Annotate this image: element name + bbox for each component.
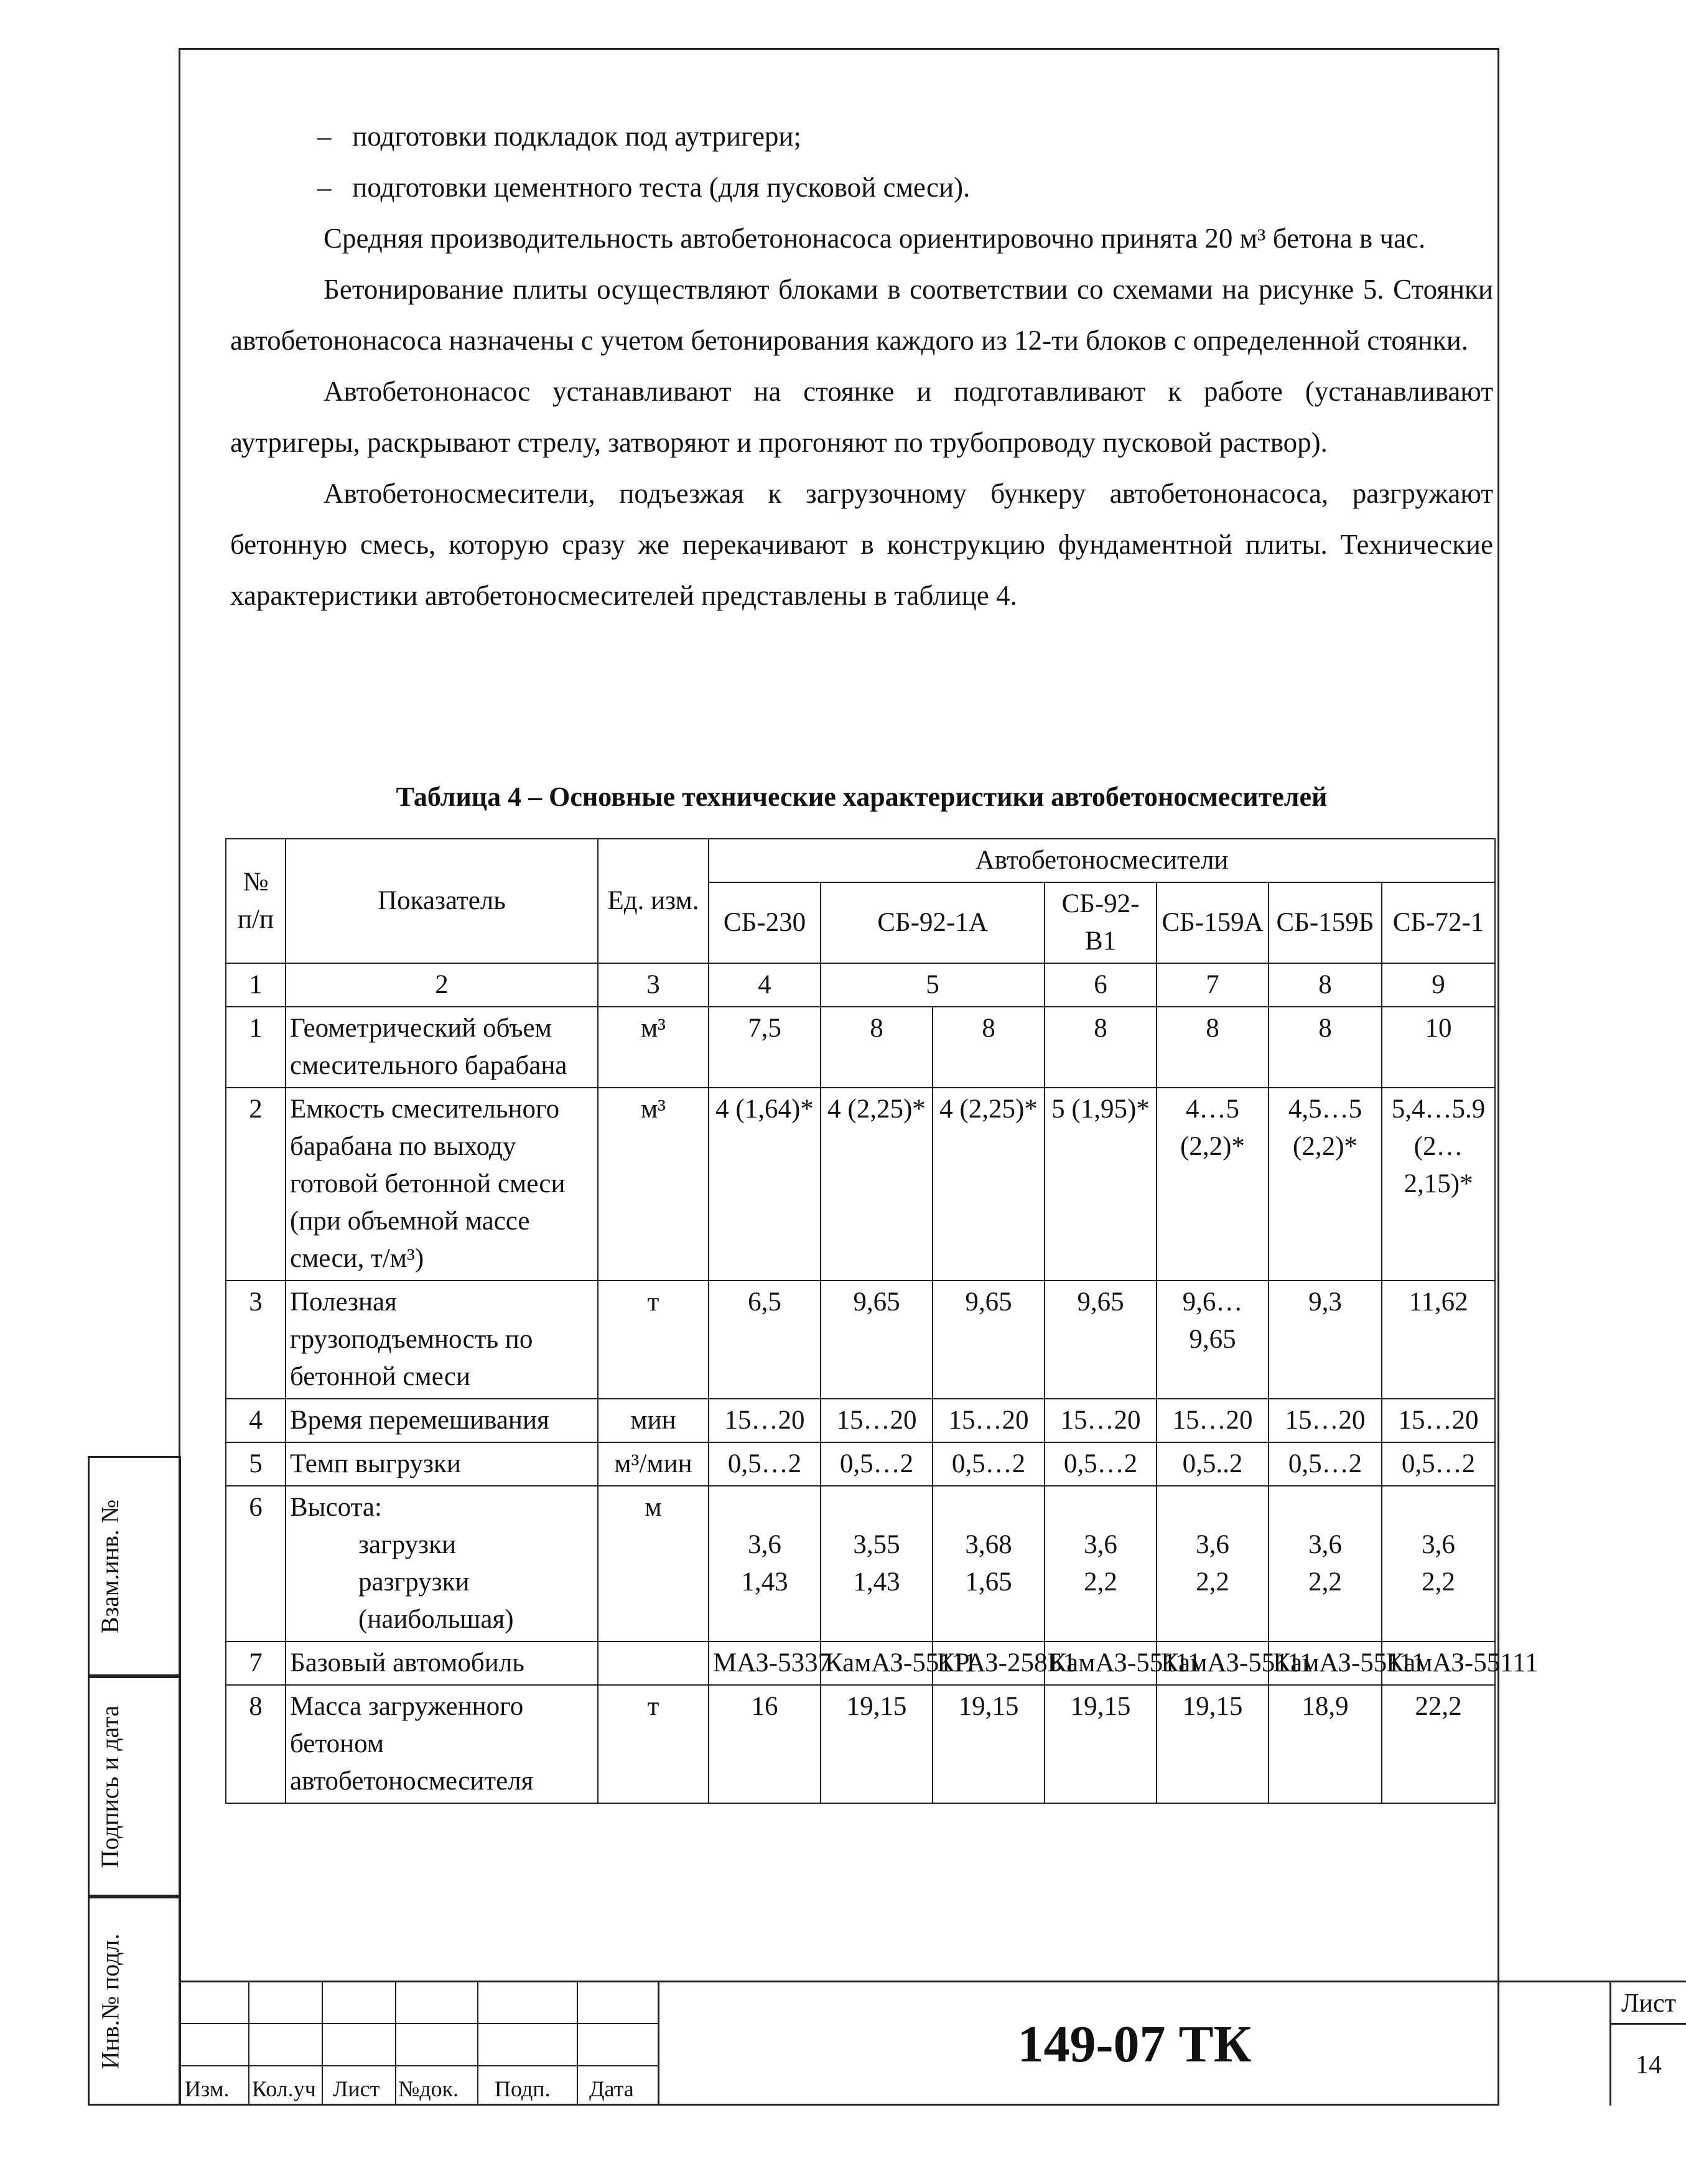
cell-value: 5 (1,95)*: [1045, 1088, 1157, 1281]
col-number: 4: [709, 963, 821, 1007]
value-load: 3,68: [965, 1530, 1012, 1559]
side-stamp-replace: [88, 1456, 181, 1676]
side-stamp-signature: [88, 1676, 181, 1897]
cell-value: КамАЗ-55111: [1157, 1641, 1269, 1685]
cell-value: 0,5…2: [1045, 1442, 1157, 1486]
row-num: 8: [226, 1685, 286, 1803]
col-number: 2: [286, 963, 598, 1007]
cell-value: 4 (2,25)*: [933, 1088, 1045, 1281]
header-model: СБ-159А: [1157, 882, 1269, 963]
cell-value: 5,4…5.9 (2…2,15)*: [1382, 1088, 1495, 1281]
value-load: 3,6: [1084, 1530, 1117, 1559]
cell-value: 9,65: [821, 1281, 933, 1399]
value-unload: 1,43: [853, 1567, 900, 1597]
value-load: 3,6: [748, 1530, 781, 1559]
row-num: 1: [226, 1007, 286, 1088]
cell-value: 11,62: [1382, 1281, 1495, 1399]
cell-value: 15…20: [1382, 1399, 1495, 1442]
row-unit: т: [598, 1281, 709, 1399]
col-number: 7: [1157, 963, 1269, 1007]
cell-value: 19,15: [1157, 1685, 1269, 1803]
cell-value: [1382, 1486, 1495, 1641]
col-number: 6: [1045, 963, 1157, 1007]
header-model: СБ-230: [709, 882, 821, 963]
header-group: Автобетоносмесители: [709, 839, 1495, 882]
specs-table: [225, 838, 1539, 1804]
row-num: 7: [226, 1641, 286, 1685]
table-row: [226, 1007, 1495, 1088]
table-row: [226, 1685, 1495, 1803]
header-indicator: Показатель: [286, 839, 598, 963]
sheet-box: [1609, 1981, 1686, 2106]
cell-value: 15…20: [1157, 1399, 1269, 1442]
col-number: 1: [226, 963, 286, 1007]
value-unload: 2,2: [1196, 1567, 1229, 1597]
cell-value: МАЗ-5337: [709, 1641, 821, 1685]
header-model: СБ-72-1: [1382, 882, 1495, 963]
row-unit: [598, 1641, 709, 1685]
cell-value: 9,65: [1045, 1281, 1157, 1399]
header-model: СБ-92-В1: [1045, 882, 1157, 963]
side-label: Подпись и дата: [96, 1705, 124, 1868]
paragraph: Средняя производительность автобетононасоса ориентировочно принята 20 м³ бетона в час.: [324, 223, 1426, 254]
row-unit: мин: [598, 1399, 709, 1442]
row-num: 2: [226, 1088, 286, 1281]
cell-value: 8: [933, 1007, 1045, 1088]
cell-value: 6,5: [709, 1281, 821, 1399]
cell-value: 16: [709, 1685, 821, 1803]
table-caption: Таблица 4 – Основные технические характеристики автобетоносмесителей: [396, 782, 1328, 812]
sheet-label: Лист: [1611, 1982, 1686, 2025]
row-name: Полезная грузоподъемность по бетонной смеси: [286, 1281, 598, 1399]
row-num: 5: [226, 1442, 286, 1486]
cell-value: КамАЗ-55111: [1269, 1641, 1382, 1685]
col-number: 8: [1269, 963, 1382, 1007]
value-load: 3,6: [1196, 1530, 1229, 1559]
cell-value: 0,5…2: [821, 1442, 933, 1486]
value-unload: 1,65: [965, 1567, 1012, 1597]
row-name: [286, 1486, 598, 1641]
cell-value: 15…20: [709, 1399, 821, 1442]
cell-value: КамАЗ-55111: [1382, 1641, 1495, 1685]
header-model: СБ-92-1А: [821, 882, 1045, 963]
table-row: [226, 1088, 1495, 1281]
table-row: [226, 1486, 1495, 1641]
header-model: СБ-159Б: [1269, 882, 1382, 963]
cell-value: 19,15: [933, 1685, 1045, 1803]
row-name-title: Высота:: [290, 1493, 382, 1522]
cell-value: 15…20: [933, 1399, 1045, 1442]
row-name: Емкость смесительного барабана по выходу готовой бетонной смеси (при объемной массе смеси, т/м³): [286, 1088, 598, 1281]
cell-value: 15…20: [1045, 1399, 1157, 1442]
column-numbers-row: [226, 963, 1495, 1007]
table-row: [226, 1442, 1495, 1486]
cell-value: 8: [1157, 1007, 1269, 1088]
table-row: [226, 1281, 1495, 1399]
cell-value: [709, 1486, 821, 1641]
col-label: Лист: [333, 2076, 380, 2101]
col-label: Изм.: [185, 2076, 230, 2101]
cell-value: 7,5: [709, 1007, 821, 1088]
body-text: [230, 111, 1493, 621]
cell-value: [1045, 1486, 1157, 1641]
cell-value: [821, 1486, 933, 1641]
row-name: Базовый автомобиль: [286, 1641, 598, 1685]
col-label: Дата: [589, 2076, 634, 2101]
cell-value: КРАЗ-258Б1: [933, 1641, 1045, 1685]
paragraph: Бетонирование плиты осуществляют блоками в соответствии со схемами на рисунке 5. Стоянки автобетононасоса назначены с учетом бетонирования каждого из 12-ти блоков с определенной стоянки.: [230, 274, 1493, 356]
value-load: 3,55: [853, 1530, 900, 1559]
value-unload: 2,2: [1308, 1567, 1342, 1597]
list-item: – подготовки цементного теста (для пусковой смеси).: [317, 172, 971, 203]
row-unit: м: [598, 1486, 709, 1641]
cell-value: 8: [821, 1007, 933, 1088]
cell-value: 19,15: [1045, 1685, 1157, 1803]
document-code: 149-07 ТК: [658, 1981, 1609, 2106]
col-label: Подп.: [495, 2076, 551, 2101]
sheet-number: 14: [1636, 2051, 1662, 2079]
cell-value: 19,15: [821, 1685, 933, 1803]
cell-value: 22,2: [1382, 1685, 1495, 1803]
cell-value: 0,5…2: [1269, 1442, 1382, 1486]
cell-value: 0,5…2: [709, 1442, 821, 1486]
row-num: 6: [226, 1486, 286, 1641]
cell-value: 4 (2,25)*: [821, 1088, 933, 1281]
value-unload: 2,2: [1422, 1567, 1455, 1597]
row-num: 3: [226, 1281, 286, 1399]
cell-value: 4,5…5 (2,2)*: [1269, 1088, 1382, 1281]
cell-value: 10: [1382, 1007, 1495, 1088]
table-row: [226, 1641, 1495, 1685]
title-block: [179, 1981, 1676, 2106]
cell-value: [933, 1486, 1045, 1641]
header-unit: Ед. изм.: [598, 839, 709, 963]
row-unit: м³: [598, 1088, 709, 1281]
side-label: Инв.№ подл.: [96, 1933, 124, 2069]
value-unload: 1,43: [741, 1567, 788, 1597]
value-unload: 2,2: [1084, 1567, 1117, 1597]
cell-value: 4 (1,64)*: [709, 1088, 821, 1281]
col-number: 3: [598, 963, 709, 1007]
cell-value: 9,6… 9,65: [1157, 1281, 1269, 1399]
row-subname: загрузки: [358, 1530, 457, 1559]
cell-value: 9,65: [933, 1281, 1045, 1399]
cell-value: 18,9: [1269, 1685, 1382, 1803]
row-unit: м³: [598, 1007, 709, 1088]
revision-grid: [179, 1981, 658, 2106]
row-name: Темп выгрузки: [286, 1442, 598, 1486]
cell-value: КамАЗ-55111: [821, 1641, 933, 1685]
side-stamp-inventory: [88, 1897, 181, 2106]
cell-value: 15…20: [821, 1399, 933, 1442]
header-num: № п/п: [226, 839, 286, 963]
col-label: Кол.уч: [252, 2076, 316, 2101]
side-label: Взам.инв. №: [96, 1499, 124, 1633]
cell-value: [1269, 1486, 1382, 1641]
row-name: Масса загруженного бетоном автобетоносмесителя: [286, 1685, 598, 1803]
cell-value: 8: [1045, 1007, 1157, 1088]
value-load: 3,6: [1422, 1530, 1455, 1559]
row-name: Геометрический объем смесительного барабана: [286, 1007, 598, 1088]
cell-value: 0,5…2: [1382, 1442, 1495, 1486]
col-number: 9: [1382, 963, 1495, 1007]
paragraph: Автобетононасос устанавливают на стоянке и подготавливают к работе (устанавливают аутригеры, раскрывают стрелу, затворяют и прогоняют по трубопроводу пусковой раствор).: [230, 376, 1493, 458]
cell-value: КамАЗ-55111: [1045, 1641, 1157, 1685]
row-name: Время перемешивания: [286, 1399, 598, 1442]
value-load: 3,6: [1308, 1530, 1342, 1559]
row-unit: м³/мин: [598, 1442, 709, 1486]
cell-value: 0,5…2: [933, 1442, 1045, 1486]
row-subname: разгрузки (наибольшая): [358, 1567, 514, 1634]
col-label: №док.: [398, 2076, 459, 2101]
table-row: [226, 1399, 1495, 1442]
row-num: 4: [226, 1399, 286, 1442]
list-item: – подготовки подкладок под аутригери;: [317, 121, 802, 152]
cell-value: 9,3: [1269, 1281, 1382, 1399]
cell-value: 15…20: [1269, 1399, 1382, 1442]
cell-value: 8: [1269, 1007, 1382, 1088]
col-number: 5: [821, 963, 1045, 1007]
cell-value: 4…5 (2,2)*: [1157, 1088, 1269, 1281]
paragraph: Автобетоносмесители, подъезжая к загрузочному бункеру автобетононасоса, разгружают бетонную смесь, которую сразу же перекачивают в конструкцию фундаментной плиты. Технические характеристики автобетоносмесителей представлены в таблице 4.: [230, 478, 1493, 611]
cell-value: 0,5..2: [1157, 1442, 1269, 1486]
row-unit: т: [598, 1685, 709, 1803]
cell-value: [1157, 1486, 1269, 1641]
